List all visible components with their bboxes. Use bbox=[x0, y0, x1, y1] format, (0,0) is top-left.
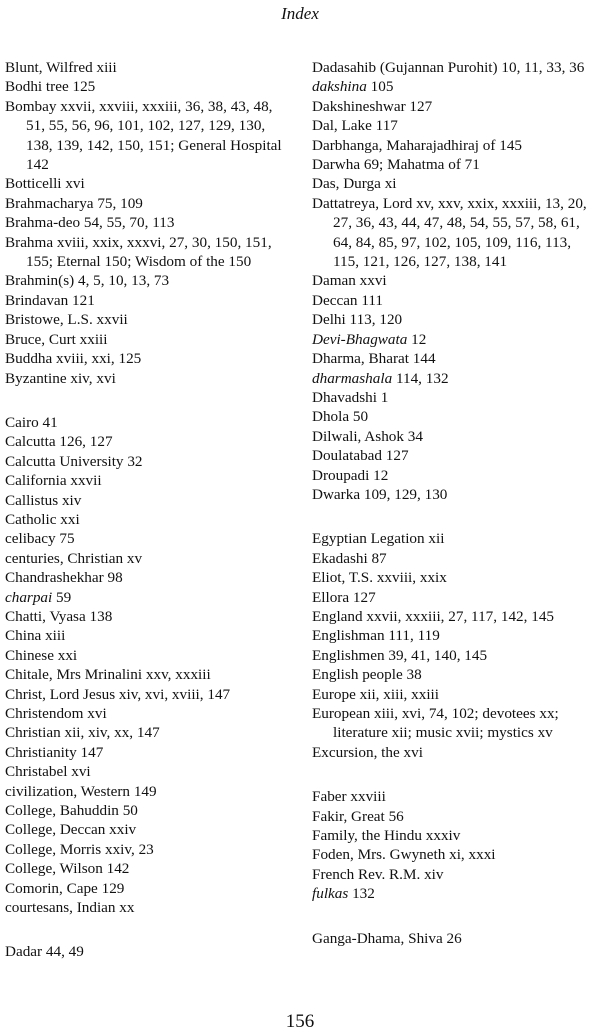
index-entry: Brahmacharya 75, 109 bbox=[5, 194, 143, 212]
index-entry: Ekadashi 87 bbox=[312, 549, 387, 567]
index-entry: Buddha xviii, xxi, 125 bbox=[5, 350, 142, 368]
index-entry: Darwha 69; Mahatma of 71 bbox=[312, 156, 480, 174]
index-entry: Droupadi 12 bbox=[312, 466, 389, 484]
index-entry: Cairo 41 bbox=[5, 413, 58, 431]
index-entry-pages: 105 bbox=[366, 78, 394, 96]
index-entry: Brahma xviii, xxix, xxxvi, 27, 30, 150, 151, 155; Eternal 150; Wisdom of the 150 bbox=[5, 233, 272, 271]
index-entry: Eliot, T.S. xxviii, xxix bbox=[312, 569, 447, 587]
index-entry: Dattatreya, Lord xv, xxv, xxix, xxxiii, 13, 20, 27, 36, 43, 44, 47, 48, 54, 55, 57, 58, 61, 64, 84, 85, 97, 102, 105, 109, 116, 113, 115, 121, 126, 127, 138, 141 bbox=[312, 194, 587, 271]
section-gap bbox=[312, 762, 598, 787]
index-entry-term: dharmashala bbox=[312, 369, 393, 387]
index-entry-pages: 59 bbox=[52, 588, 72, 606]
index-entry: Doulatabad 127 bbox=[312, 447, 409, 465]
index-entry: China xiii bbox=[5, 627, 66, 645]
index-entry: College, Deccan xxiv bbox=[5, 821, 137, 839]
index-entry: civilization, Western 149 bbox=[5, 782, 157, 800]
index-entry-term: fulkas bbox=[312, 885, 349, 903]
index-entry: Chitale, Mrs Mrinalini xxv, xxxiii bbox=[5, 666, 211, 684]
index-entry: Calcutta University 32 bbox=[5, 452, 143, 470]
index-entry: Chatti, Vyasa 138 bbox=[5, 607, 113, 625]
index-entry: Calcutta 126, 127 bbox=[5, 433, 113, 451]
index-entry: Foden, Mrs. Gwyneth xi, xxxi bbox=[312, 846, 496, 864]
section-gap bbox=[312, 504, 598, 529]
index-entry: Deccan 111 bbox=[312, 291, 383, 309]
index-entry: Bruce, Curt xxiii bbox=[5, 330, 108, 348]
index-entry: Christabel xvi bbox=[5, 763, 91, 781]
index-entry: England xxvii, xxxiii, 27, 117, 142, 145 bbox=[312, 607, 555, 625]
index-entry: Botticelli xvi bbox=[5, 175, 85, 193]
section-gap bbox=[5, 388, 295, 413]
index-entry: Egyptian Legation xii bbox=[312, 530, 445, 548]
index-entry: Dakshineshwar 127 bbox=[312, 97, 433, 115]
index-entry bbox=[312, 369, 598, 388]
index-entry-pages: 114, 132 bbox=[392, 369, 449, 387]
page-header-title: Index bbox=[281, 4, 319, 23]
index-entry bbox=[312, 330, 598, 349]
index-entry: Dhavadshi 1 bbox=[312, 388, 389, 406]
index-entry: Callistus xiv bbox=[5, 491, 82, 509]
index-entry-term: Devi-Bhagwata bbox=[312, 330, 408, 348]
index-entry: celibacy 75 bbox=[5, 530, 75, 548]
index-entry-pages: 12 bbox=[407, 330, 427, 348]
index-entry: French Rev. R.M. xiv bbox=[312, 865, 444, 883]
index-entry: Dhola 50 bbox=[312, 408, 369, 426]
index-entry: Bombay xxvii, xxviii, xxxiii, 36, 38, 43, 48, 51, 55, 56, 96, 101, 102, 127, 129, 130, 138, 139, 142, 150, 151; General Hospital 142 bbox=[5, 97, 282, 174]
index-entry: Blunt, Wilfred xiii bbox=[5, 59, 117, 76]
index-entry: Excursion, the xvi bbox=[312, 743, 423, 761]
index-entry: Bodhi tree 125 bbox=[5, 78, 96, 96]
index-entry: Fakir, Great 56 bbox=[312, 807, 404, 825]
index-entry: Das, Durga xi bbox=[312, 175, 397, 193]
index-entry: Dharma, Bharat 144 bbox=[312, 350, 436, 368]
index-entry: College, Wilson 142 bbox=[5, 860, 130, 878]
index-entry: centuries, Christian xv bbox=[5, 549, 143, 567]
index-entry-term: dakshina bbox=[312, 78, 367, 96]
index-entry: College, Bahuddin 50 bbox=[5, 802, 138, 820]
index-entry: College, Morris xxiv, 23 bbox=[5, 840, 154, 858]
index-entry: Dadasahib (Gujannan Purohit) 10, 11, 33, 36 bbox=[312, 59, 585, 76]
index-entry: California xxvii bbox=[5, 472, 102, 490]
index-entry: Englishmen 39, 41, 140, 145 bbox=[312, 646, 488, 664]
index-entry: European xiii, xvi, 74, 102; devotees xx; literature xii; music xvii; mystics xv bbox=[312, 705, 559, 742]
index-entry bbox=[312, 77, 598, 96]
index-entry: courtesans, Indian xx bbox=[5, 899, 135, 917]
index-entry-pages: 132 bbox=[348, 885, 375, 903]
index-entry bbox=[5, 588, 295, 607]
index-entry: Chinese xxi bbox=[5, 646, 78, 664]
index-entry: Dwarka 109, 129, 130 bbox=[312, 485, 448, 503]
index-entry: Christianity 147 bbox=[5, 743, 104, 761]
index-entry: Englishman 111, 119 bbox=[312, 627, 440, 645]
index-entry: Christ, Lord Jesus xiv, xvi, xviii, 147 bbox=[5, 685, 231, 703]
index-entry: Faber xxviii bbox=[312, 788, 386, 806]
index-entry: Ganga-Dhama, Shiva 26 bbox=[312, 929, 462, 947]
index-entry: Chandrashekhar 98 bbox=[5, 569, 123, 587]
index-entry: Bristowe, L.S. xxvii bbox=[5, 311, 128, 329]
index-entry: Comorin, Cape 129 bbox=[5, 879, 125, 897]
section-gap bbox=[312, 904, 598, 929]
index-entry: Byzantine xiv, xvi bbox=[5, 369, 116, 387]
index-entry: Daman xxvi bbox=[312, 272, 387, 290]
index-entry: Darbhanga, Maharajadhiraj of 145 bbox=[312, 136, 523, 154]
index-entry bbox=[312, 884, 598, 903]
index-column-left bbox=[5, 58, 295, 962]
index-column-right bbox=[312, 58, 598, 948]
index-entry: English people 38 bbox=[312, 666, 422, 684]
index-entry: Dal, Lake 117 bbox=[312, 117, 398, 135]
index-entry: Christian xii, xiv, xx, 147 bbox=[5, 724, 160, 742]
index-entry: Delhi 113, 120 bbox=[312, 311, 403, 329]
index-entry-term: charpai bbox=[5, 588, 53, 606]
index-entry: Catholic xxi bbox=[5, 510, 80, 528]
section-gap bbox=[5, 917, 295, 942]
index-entry: Dilwali, Ashok 34 bbox=[312, 427, 423, 445]
index-entry: Europe xii, xiii, xxiii bbox=[312, 685, 439, 703]
index-entry: Christendom xvi bbox=[5, 705, 107, 722]
index-entry: Brindavan 121 bbox=[5, 291, 95, 309]
index-entry: Brahmin(s) 4, 5, 10, 13, 73 bbox=[5, 272, 170, 290]
index-entry: Ellora 127 bbox=[312, 588, 376, 606]
index-entry: Brahma-deo 54, 55, 70, 113 bbox=[5, 214, 175, 232]
page-number: 156 bbox=[285, 1011, 315, 1032]
index-entry: Family, the Hindu xxxiv bbox=[312, 827, 461, 845]
index-entry: Dadar 44, 49 bbox=[5, 943, 84, 961]
